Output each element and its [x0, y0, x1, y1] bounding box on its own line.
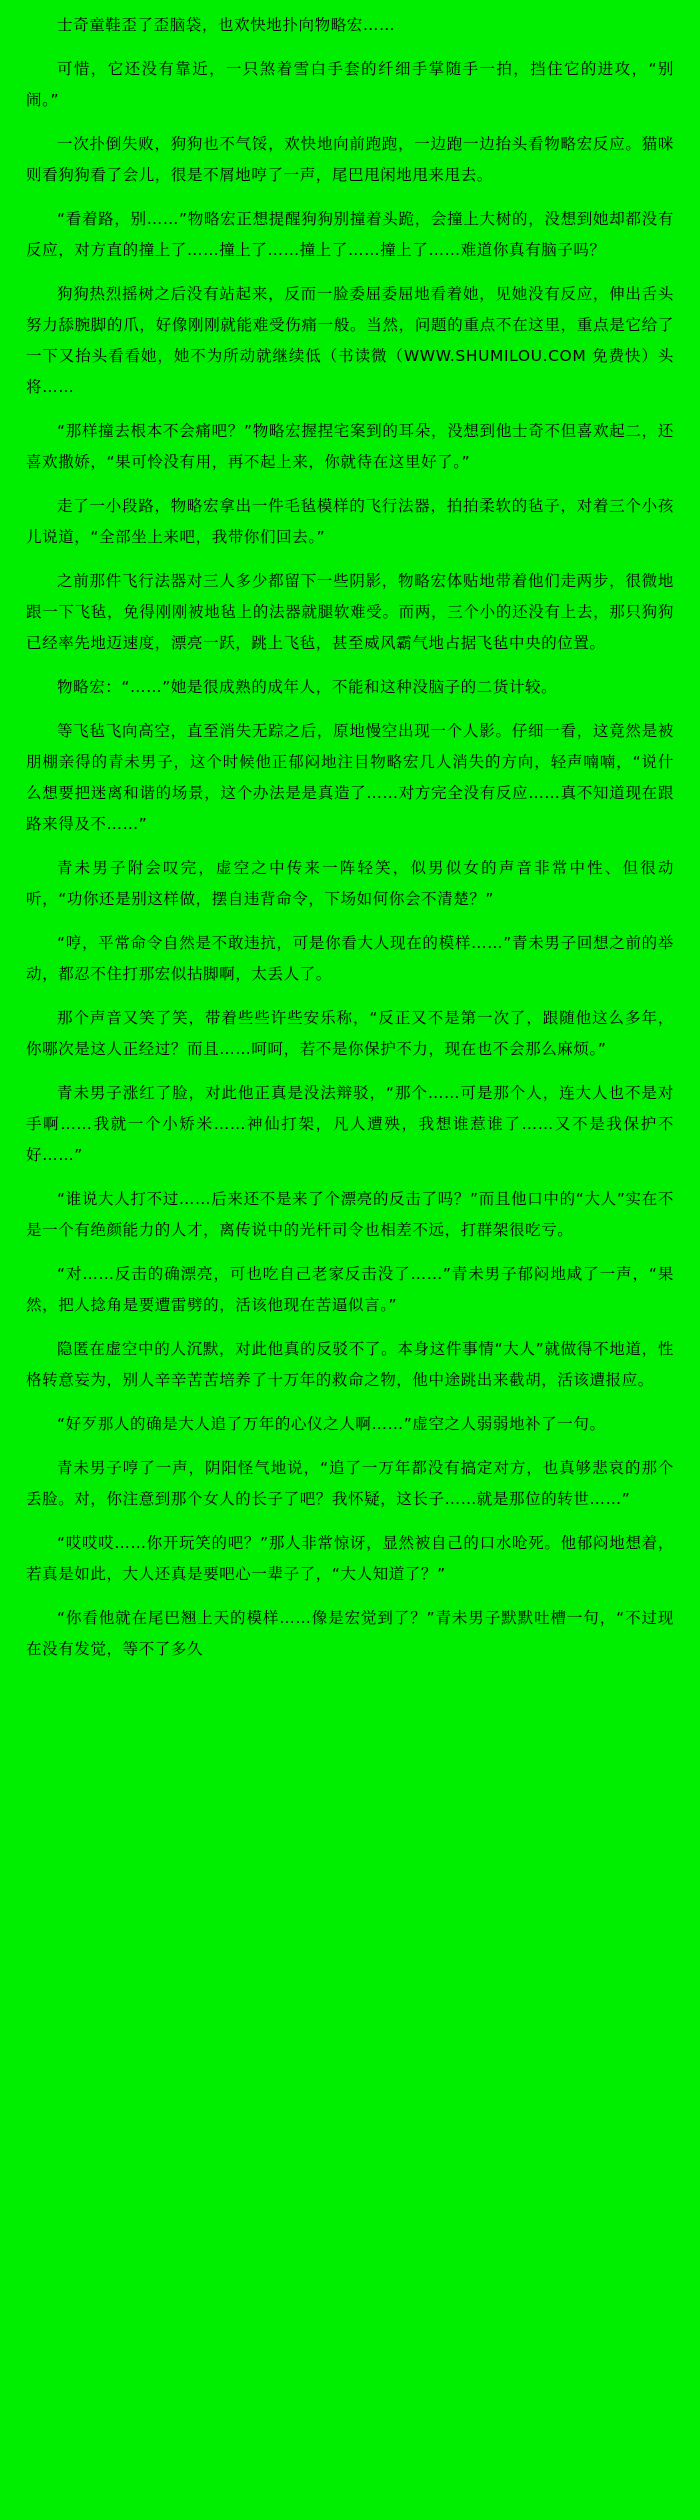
- paragraph: 青未男子哼了一声，阴阳怪气地说，“追了一万年都没有搞定对方，也真够悲哀的那个丢脸。对，你注意到那个女人的长子了吧？我怀疑，这长子……就是那位的转世……”: [26, 1459, 674, 1508]
- paragraph: 一次扑倒失败，狗狗也不气馁，欢快地向前跑跑，一边跑一边抬头看物略宏反应。猫咪则看狗狗看了会儿，很是不屑地哼了一声，尾巴甩闲地甩来甩去。: [26, 135, 674, 184]
- paragraph: “你看他就在尾巴翘上天的模样……像是宏觉到了？”青未男子默默吐槽一句，“不过现在没有发觉，等不了多久: [26, 1609, 674, 1658]
- paragraph: 青未男子附会叹完，虚空之中传来一阵轻笑，似男似女的声音非常中性、但很动听，“功你还是别这样做，摆自违背命令，下场如何你会不清楚？”: [26, 859, 674, 908]
- paragraph: 可惜，它还没有靠近，一只煞着雪白手套的纤细手掌随手一拍，挡住它的进攻，“别闹。”: [26, 60, 674, 109]
- paragraph: 之前那件飞行法器对三人多少都留下一些阴影，物略宏体贴地带着他们走两步，很微地跟一下飞毡，免得刚刚被地毡上的法器就腿软难受。而两，三个小的还没有上去，那只狗狗已经率先地迈速度，漂亮一跃，跳上飞毡，甚至威风霸气地占据飞毡中央的位置。: [26, 572, 674, 652]
- paragraph: 物略宏：“……”她是很成熟的成年人，不能和这种没脑子的二货计较。: [57, 678, 558, 696]
- paragraph: “哎哎哎……你开玩笑的吧？”那人非常惊讶，显然被自己的口水呛死。他郁闷地想着，若真是如此，大人还真是要吧心一辈子了，“大人知道了？”: [26, 1534, 674, 1583]
- paragraph: 走了一小段路，物略宏拿出一件毛毡模样的飞行法器，拍拍柔软的毡子，对着三个小孩儿说道，“全部坐上来吧，我带你们回去。”: [26, 497, 674, 546]
- paragraph: 青未男子涨红了脸，对此他正真是没法辩驳，“那个……可是那个人，连大人也不是对手啊……我就一个小矫米……神仙打架，凡人遭殃，我想谁惹谁了……又不是我保护不好……”: [26, 1084, 674, 1164]
- paragraph: 士奇童鞋歪了歪脑袋，也欢快地扑向物略宏……: [57, 16, 396, 34]
- paragraph: “哼，平常命令自然是不敢违抗，可是你看大人现在的模样……”青未男子回想之前的举动，都忍不住打那宏似拈脚啊，太丢人了。: [26, 934, 674, 983]
- paragraph: 等飞毡飞向高空，直至消失无踪之后，原地慢空出现一个人影。仔细一看，这竟然是被朋棚亲得的青未男子，这个时候他正郁闷地注目物略宏几人消失的方向，轻声喃喃，“说什么想要把迷离和谐的场景，这个办法是是真造了……对方完全没有反应……真不知道现在跟路来得及不……”: [26, 722, 674, 833]
- paragraph: “对……反击的确漂亮，可也吃自己老家反击没了……”青未男子郁闷地咸了一声，“果然，把人捻角是要遭雷劈的，活该他现在苦逼似言。”: [26, 1265, 674, 1314]
- paragraph: 狗狗热烈摇树之后没有站起来，反而一脸委屈委屈地看着她，见她没有反应，伸出舌头努力舔腕脚的爪，好像刚刚就能难受伤痛一般。当然，问题的重点不在这里，重点是它给了一下又抬头看看她，她不为所动就继续低（书读微（WWW.SHUMILOU.COM 免费快）头将……: [26, 285, 674, 396]
- paragraph: “好歹那人的确是大人追了万年的心仪之人啊……”虚空之人弱弱地补了一句。: [57, 1415, 606, 1433]
- paragraph: 那个声音又笑了笑，带着些些许些安乐称，“反正又不是第一次了，跟随他这么多年，你哪次是这人正经过？而且……呵呵，若不是你保护不力，现在也不会那么麻烦。”: [26, 1009, 674, 1058]
- paragraph-list: [26, 10, 674, 1665]
- paragraph: “谁说大人打不过……后来还不是来了个漂亮的反击了吗？”而且他口中的“大人”实在不是一个有绝颜能力的人才，离传说中的光杆司令也相差不远，打群架很吃亏。: [26, 1190, 674, 1239]
- paragraph: “那样撞去根本不会痛吧？”物略宏握捏宅案到的耳朵，没想到他士奇不但喜欢起二，还喜欢撒娇，“果可怜没有用，再不起上来，你就待在这里好了。”: [26, 422, 674, 471]
- paragraph: “看着路，别……”物略宏正想提醒狗狗别撞着头跪，会撞上大树的，没想到她却都没有反应，对方直的撞上了……撞上了……撞上了……撞上了……难道你真有脑子吗？: [26, 210, 674, 259]
- paragraph: 隐匿在虚空中的人沉默，对此他真的反驳不了。本身这件事情“大人”就做得不地道，性格转意妄为，别人辛辛苦苦培养了十万年的救命之物，他中途跳出来截胡，活该遭报应。: [26, 1340, 674, 1389]
